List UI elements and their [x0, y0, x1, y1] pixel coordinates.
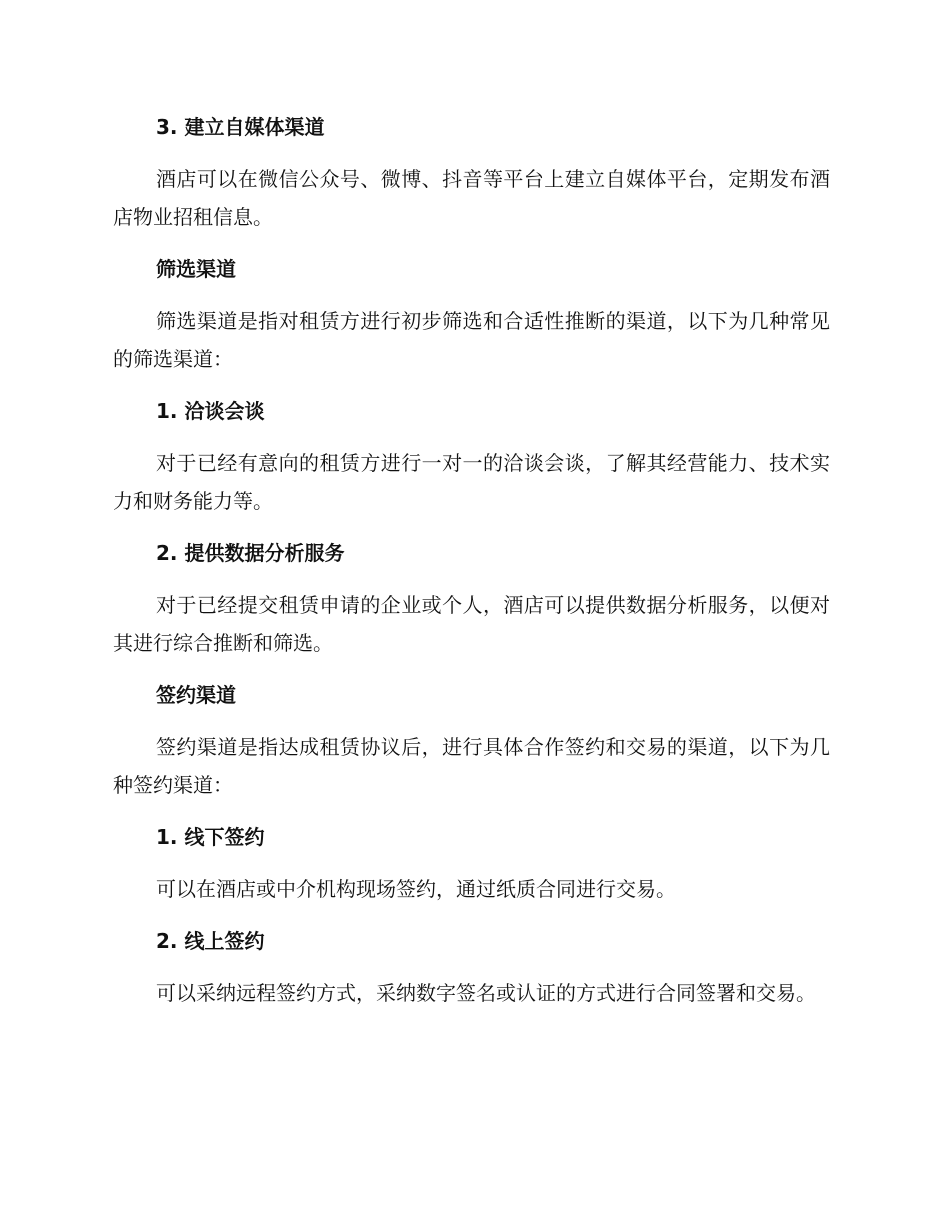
paragraph-data-analysis: 对于已经提交租赁申请的企业或个人，酒店可以提供数据分析服务，以便对其进行综合推断和筛选。 [113, 593, 830, 655]
paragraph-screening-channels: 筛选渠道是指对租赁方进行初步筛选和合适性推断的渠道，以下为几种常见的筛选渠道： [113, 309, 830, 371]
section-heading-data-analysis: 2. 提供数据分析服务 [156, 541, 345, 565]
section-heading-negotiation: 1. 洽谈会谈 [156, 399, 265, 423]
section-heading-offline-signing: 1. 线下签约 [156, 825, 265, 849]
paragraph-signing-channels: 签约渠道是指达成租赁协议后，进行具体合作签约和交易的渠道，以下为几种签约渠道： [113, 735, 830, 797]
paragraph-negotiation: 对于已经有意向的租赁方进行一对一的洽谈会谈，了解其经营能力、技术实力和财务能力等。 [113, 451, 830, 513]
section-heading-online-signing: 2. 线上签约 [156, 929, 265, 953]
section-heading-signing-channels: 签约渠道 [156, 683, 236, 707]
section-heading-screening-channels: 筛选渠道 [156, 257, 236, 281]
paragraph-online-signing: 可以采纳远程签约方式，采纳数字签名或认证的方式进行合同签署和交易。 [156, 981, 816, 1005]
paragraph-offline-signing: 可以在酒店或中介机构现场签约，通过纸质合同进行交易。 [156, 877, 676, 901]
paragraph-self-media: 酒店可以在微信公众号、微博、抖音等平台上建立自媒体平台，定期发布酒店物业招租信息。 [113, 167, 830, 229]
section-heading-self-media: 3. 建立自媒体渠道 [156, 115, 325, 139]
document-page [113, 108, 830, 1026]
